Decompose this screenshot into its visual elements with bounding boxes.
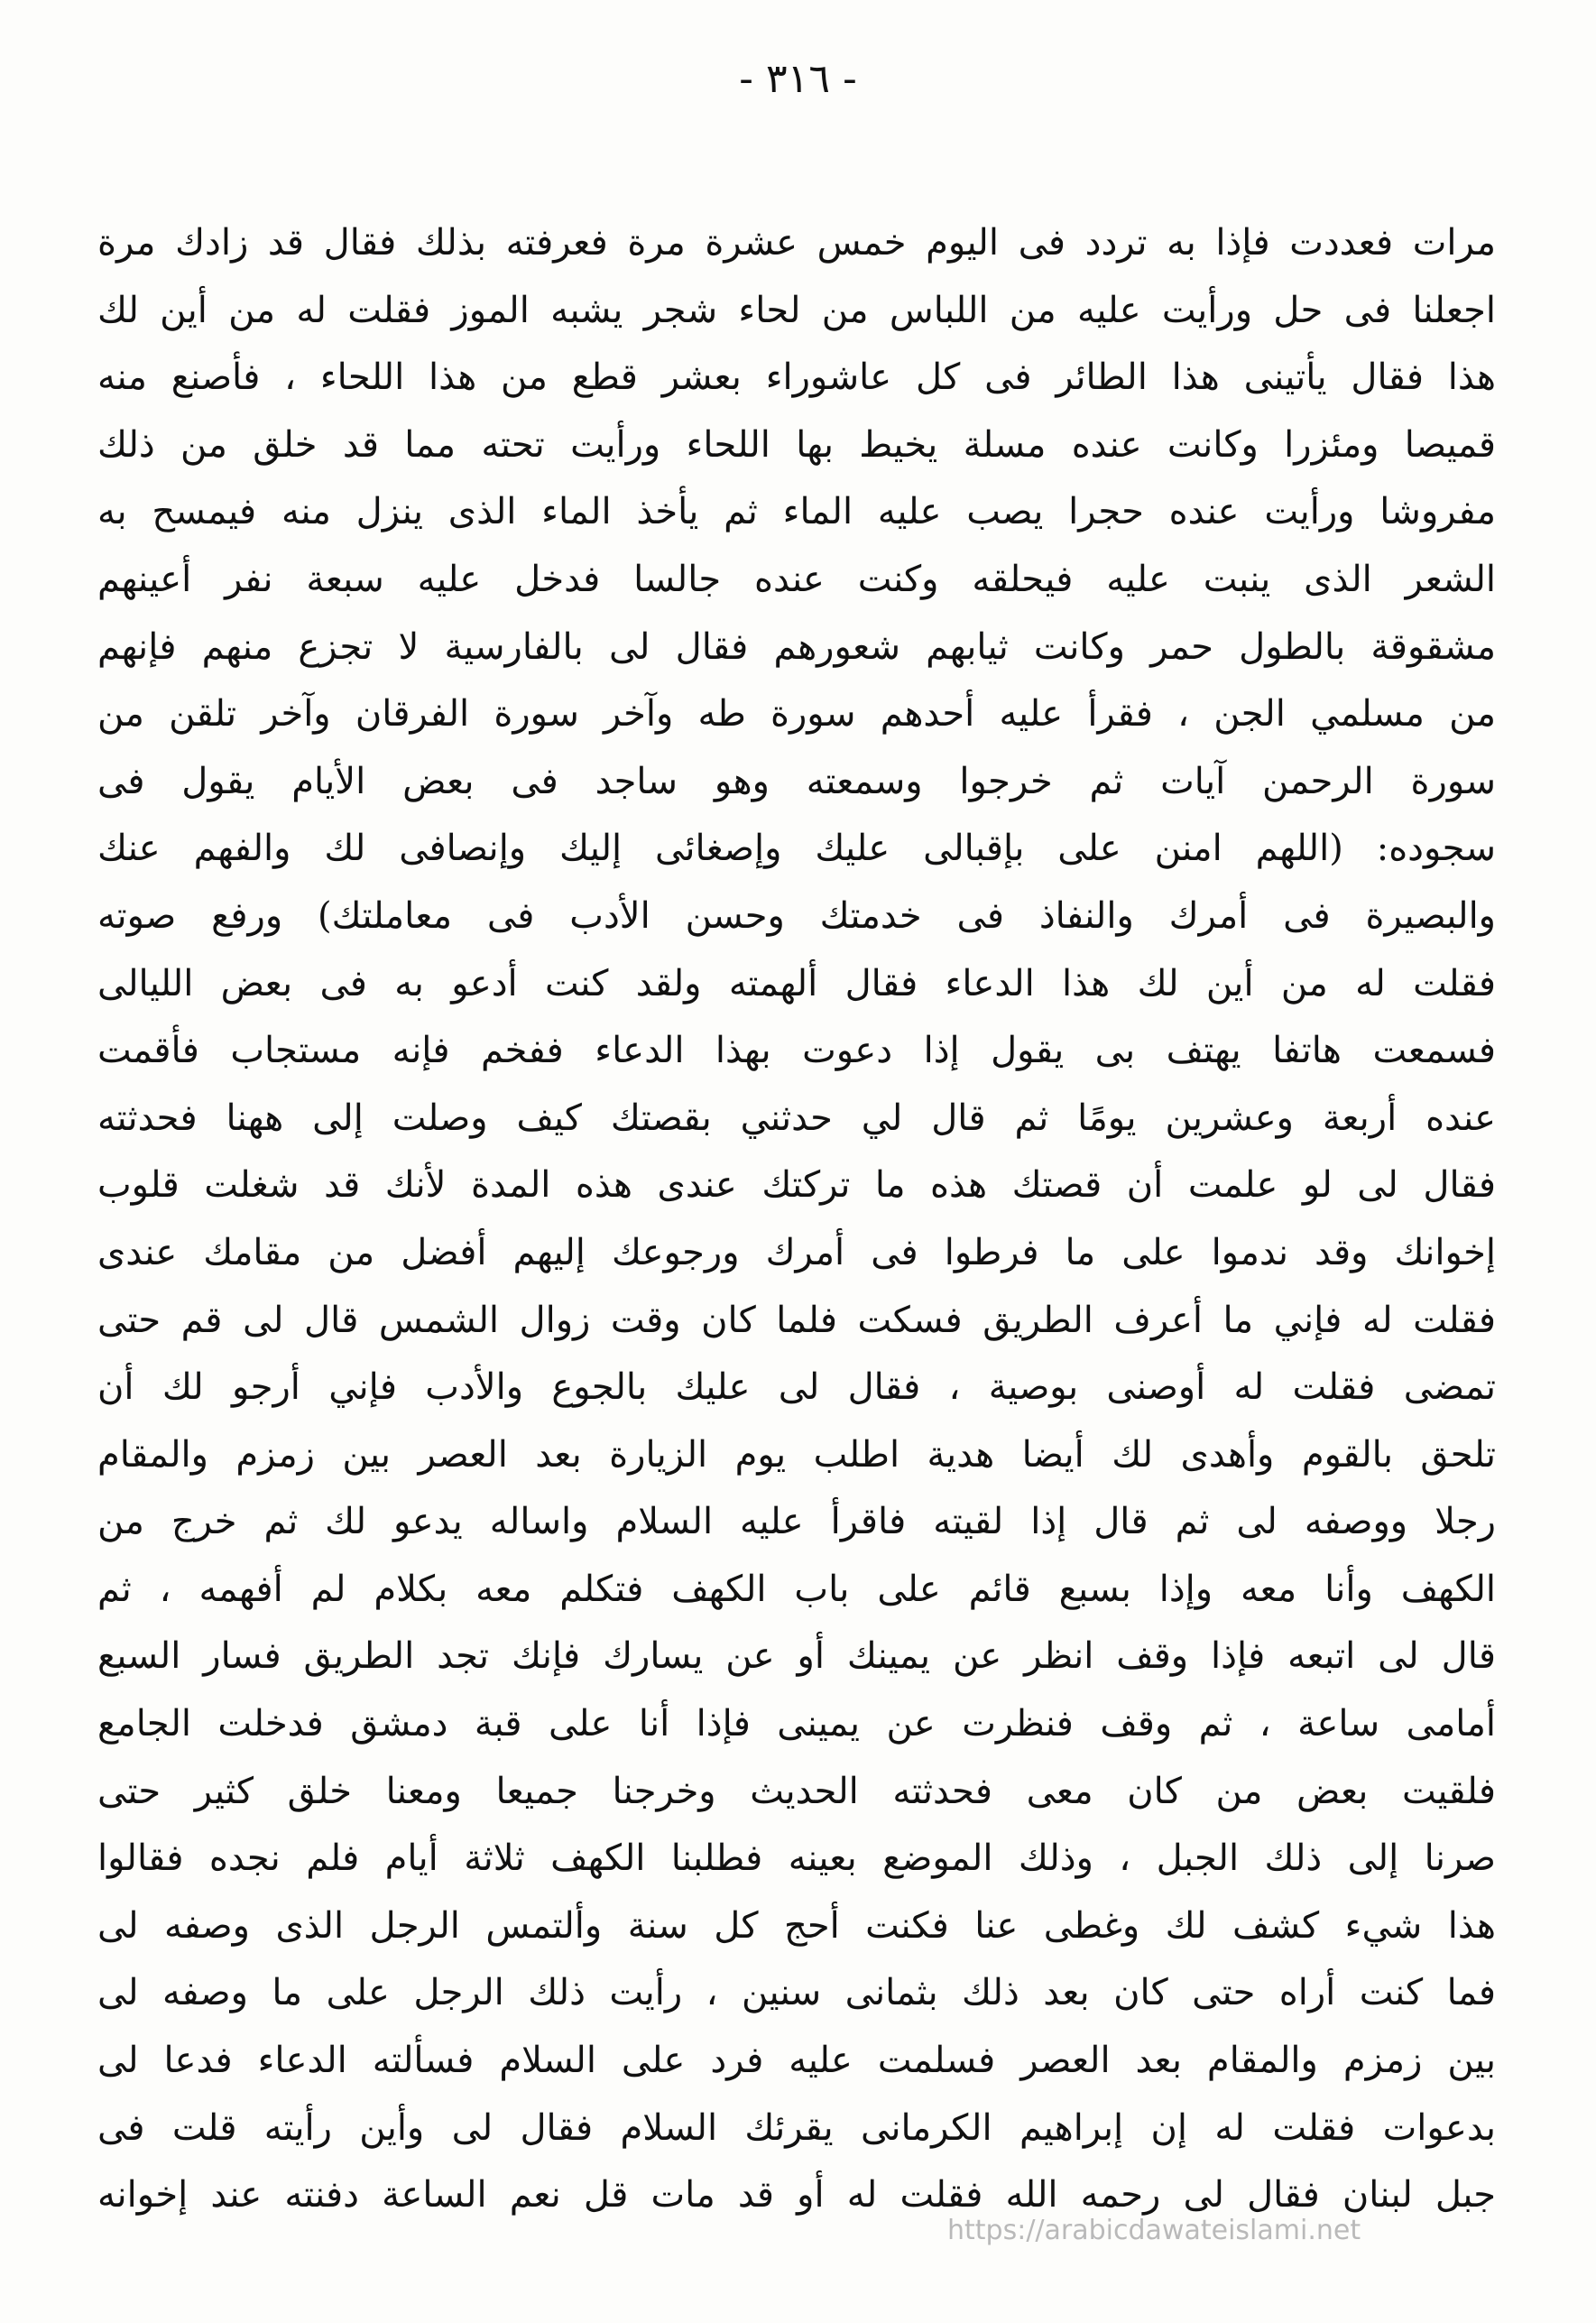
text-line: بدعوات فقلت له إن إبراهيم الكرمانى يقرئك السلام فقال لى وأين رأيته قلت فى bbox=[97, 2106, 1496, 2149]
text-line: من مسلمي الجن ، فقرأ عليه أحدهم سورة طه وآخر سورة الفرقان وآخر تلقن من bbox=[97, 693, 1496, 736]
watermark-url: https://arabicdawateislami.net bbox=[947, 2215, 1361, 2246]
text-line: رجلا ووصفه لى ثم قال إذا لقيته فاقرأ عليه السلام واساله يدعو لك ثم خرج من bbox=[97, 1501, 1496, 1543]
text-line: الكهف وأنا معه وإذا بسبع قائم على باب الكهف فتكلم معه بكلام لم أفهمه ، ثم bbox=[97, 1568, 1496, 1610]
body-text bbox=[97, 209, 1496, 2229]
text-line: سجوده: (اللهم امنن على بإقبالى عليك وإصغائى إليك وإنصافى لك والفهم عنك bbox=[97, 828, 1496, 870]
text-line: تلحق بالقوم وأهدى لك أيضا هدية اطلب يوم الزيارة بعد العصر بين زمزم والمقام bbox=[97, 1433, 1496, 1476]
text-line: والبصيرة فى أمرك والنفاذ فى خدمتك وحسن الأدب فى معاملتك) ورفع صوته bbox=[97, 894, 1496, 937]
text-line: فقلت له من أين لك هذا الدعاء فقال ألهمته ولقد كنت أدعو به فى بعض الليالى bbox=[97, 962, 1496, 1004]
text-line: عنده أربعة وعشرين يومًا ثم قال لي حدثني بقصتك كيف وصلت إلى ههنا فحدثته bbox=[97, 1097, 1496, 1139]
text-line: إخوانك وقد ندموا على ما فرطوا فى أمرك ورجوعك إليهم أفضل من مقامك عندى bbox=[97, 1231, 1496, 1273]
text-line: فقال لى لو علمت أن قصتك هذه ما تركتك عندى هذه المدة لأنك قد شغلت قلوب bbox=[97, 1164, 1496, 1207]
text-line: هذا شيء كشف لك وغطى عنا فكنت أحج كل سنة وألتمس الرجل الذى وصفه لى bbox=[97, 1904, 1496, 1947]
text-line: قميصا ومئزرا وكانت عنده مسلة يخيط بها اللحاء ورأيت تحته مما قد خلق من ذلك bbox=[97, 423, 1496, 466]
text-line: صرنا إلى ذلك الجبل ، وذلك الموضع بعينه فطلبنا الكهف ثلاثة أيام فلم نجده فقالوا bbox=[97, 1837, 1496, 1880]
text-line: سورة الرحمن آيات ثم خرجوا وسمعته وهو ساجد فى بعض الأيام يقول فى bbox=[97, 760, 1496, 802]
text-line: أمامى ساعة ، ثم وقف فنظرت عن يمينى فإذا أنا على قبة دمشق فدخلت الجامع bbox=[97, 1703, 1496, 1745]
text-line: بين زمزم والمقام بعد العصر فسلمت عليه فرد على السلام فسألته الدعاء فدعا لى bbox=[97, 2040, 1496, 2082]
text-line: مشقوقة بالطول حمر وكانت ثيابهم شعورهم فقال لى بالفارسية لا تجزع منهم فإنهم bbox=[97, 625, 1496, 668]
text-line: فما كنت أراه حتى كان بعد ذلك بثمانى سنين ، رأيت ذلك الرجل على ما وصفه لى bbox=[97, 1972, 1496, 2014]
text-line: جبل لبنان فقال لى رحمه الله فقلت له أو قد مات قل نعم الساعة دفنته عند إخوانه bbox=[97, 2174, 1496, 2217]
text-line: اجعلنا فى حل ورأيت عليه من اللباس من لحاء شجر يشبه الموز فقلت له من أين لك bbox=[97, 289, 1496, 331]
text-line: مرات فعددت فإذا به تردد فى اليوم خمس عشرة مرة فعرفته بذلك فقال قد زادك مرة bbox=[97, 222, 1496, 264]
text-line: الشعر الذى ينبت عليه فيحلقه وكنت عنده جالسا فدخل عليه سبعة نفر أعينهم bbox=[97, 558, 1496, 600]
text-line: فسمعت هاتفا يهتف بى يقول إذا دعوت بهذا الدعاء ففخم فإنه مستجاب فأقمت bbox=[97, 1030, 1496, 1072]
text-line: هذا فقال يأتينى هذا الطائر فى كل عاشوراء بعشر قطع من هذا اللحاء ، فأصنع منه bbox=[97, 356, 1496, 399]
text-line: فلقيت بعض من كان معى فحدثته الحديث وخرجنا جميعا ومعنا خلق كثير حتى bbox=[97, 1770, 1496, 1812]
text-line: فقلت له فإني ما أعرف الطريق فسكت فلما كان وقت زوال الشمس قال لى قم حتى bbox=[97, 1299, 1496, 1341]
text-line: تمضى فقلت له أوصنى بوصية ، فقال لى عليك بالجوع والأدب فإني أرجو لك أن bbox=[97, 1366, 1496, 1409]
page-number: - ٣١٦ - bbox=[739, 56, 857, 102]
text-line: مفروشا ورأيت عنده حجرا يصب عليه الماء ثم يأخذ الماء الذى ينزل منه فيمسح به bbox=[97, 491, 1496, 533]
text-line: قال لى اتبعه فإذا وقف انظر عن يمينك أو عن يسارك فإنك تجد الطريق فسار السبع bbox=[97, 1635, 1496, 1678]
